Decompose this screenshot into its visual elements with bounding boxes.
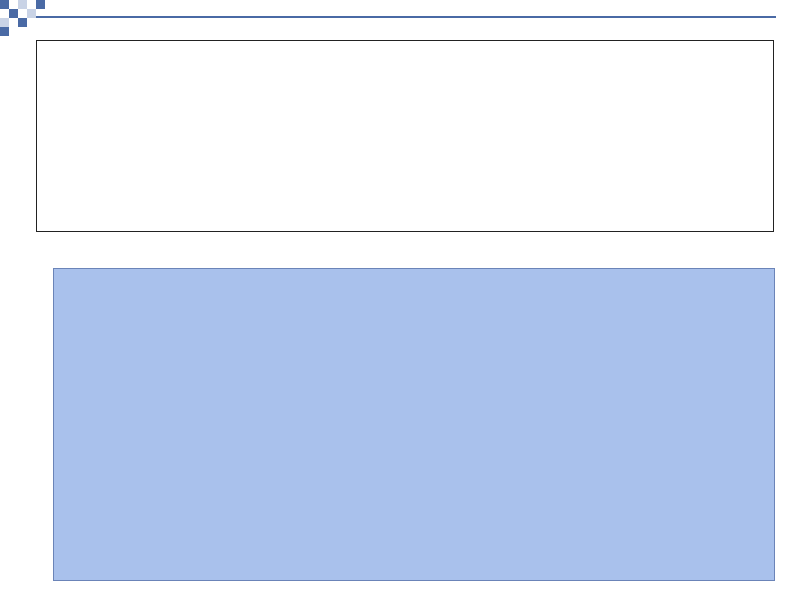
electron-config-panel <box>36 40 774 232</box>
corner-square <box>0 18 9 27</box>
corner-square <box>27 9 36 18</box>
corner-square <box>9 9 18 18</box>
corner-square <box>0 27 9 36</box>
oxidation-states-panel <box>53 268 775 581</box>
corner-square <box>18 18 27 27</box>
corner-square <box>18 0 27 9</box>
header-rule <box>36 16 776 18</box>
corner-square <box>36 0 45 9</box>
corner-square <box>0 0 9 9</box>
